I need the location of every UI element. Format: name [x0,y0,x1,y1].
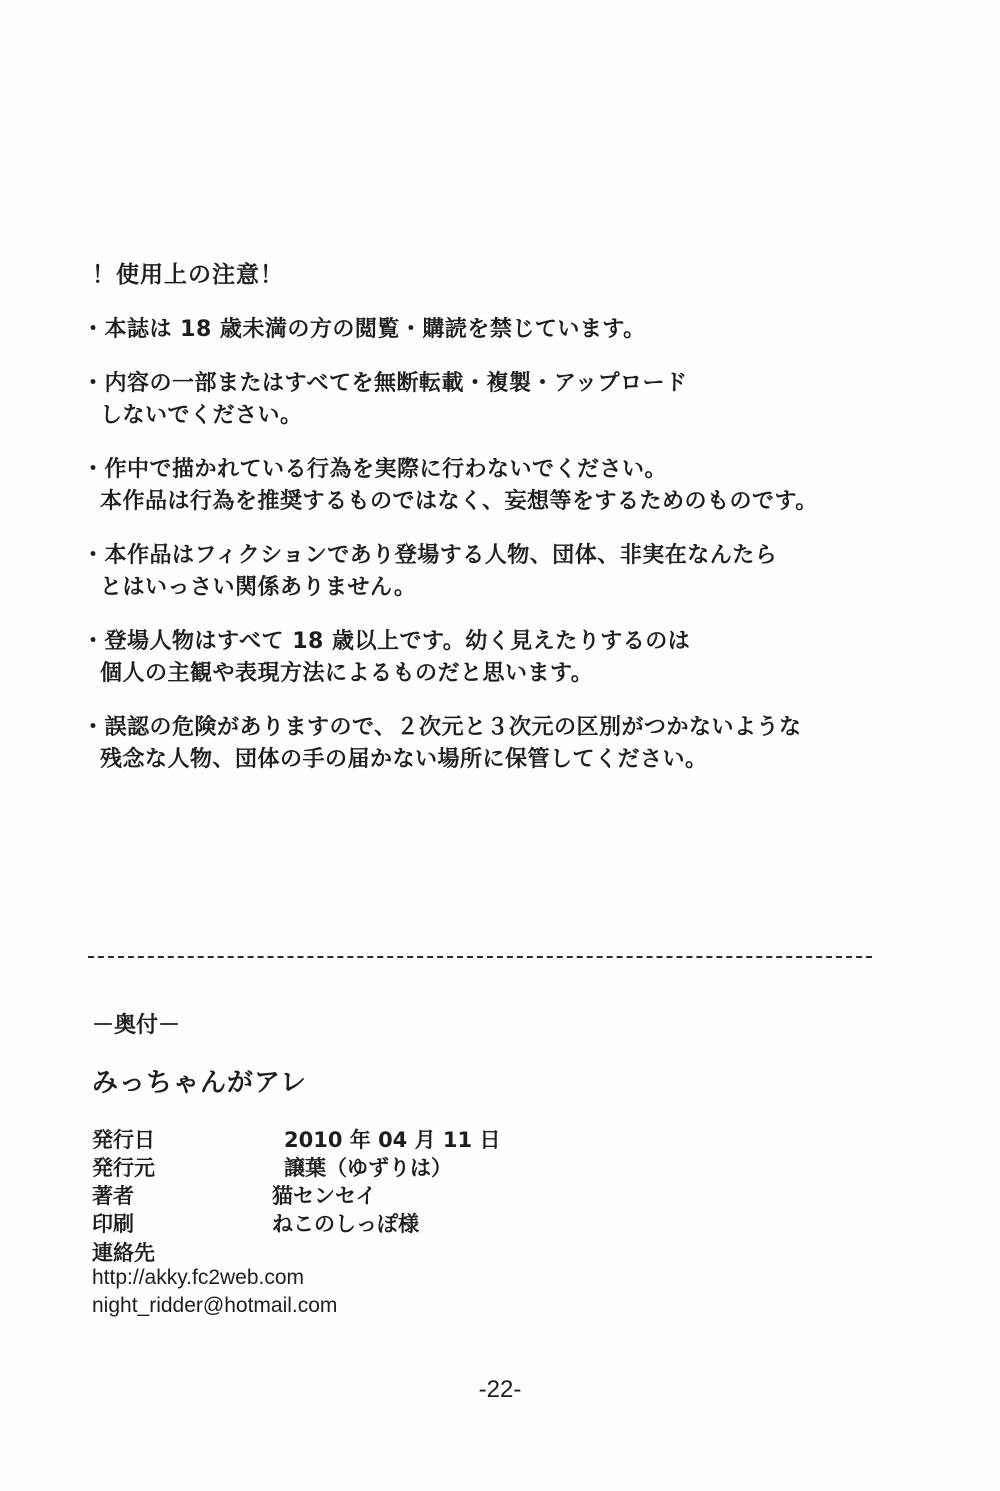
notice-line: ・誤認の危険がありますので、２次元と３次元の区別がつかないような [82,715,802,740]
contact-url: http://akky.fc2web.com [92,1266,305,1289]
colophon-heading: －奥付－ [92,1013,181,1038]
notice-heading: ！使用上の注意！ [92,262,284,288]
notice-line: ・登場人物はすべて 18 歳以上です。幼く見えたりするのは [82,629,691,654]
dashed-divider [88,956,872,958]
info-label: 印刷 [92,1212,134,1236]
info-value: 2010 年 04 月 11 日 [284,1128,501,1152]
notice-line: 残念な人物、団体の手の届かない場所に保管してください。 [100,747,708,772]
notice-line: とはいっさい関係ありません。 [100,575,417,600]
info-value: ねこのしっぽ様 [272,1212,419,1236]
notice-item [82,454,962,518]
info-value: 譲葉（ゆずりは） [284,1156,452,1180]
notice-item [82,712,962,776]
notice-item [82,626,962,690]
notice-line: 本作品は行為を推奨するものではなく、妄想等をするためのものです。 [100,489,818,514]
notice-item [82,314,962,346]
info-row-contact [92,1237,272,1267]
info-row-publish-date [92,1124,500,1154]
notice-line: ・本作品はフィクションであり登場する人物、団体、非実在なんたら [82,543,778,568]
contact-email: night_ridder@hotmail.com [92,1294,338,1317]
notice-item [82,368,962,432]
info-label: 連絡先 [92,1241,155,1265]
info-label: 発行元 [92,1156,155,1180]
notice-item [82,540,962,604]
notice-line: ・作中で描かれている行為を実際に行わないでください。 [82,457,668,482]
info-value: 猫センセイ [272,1184,377,1208]
notice-line: ・本誌は 18 歳未満の方の閲覧・購読を禁じています。 [82,317,646,342]
book-title: みっちゃんがアレ [92,1068,307,1098]
notice-line: 個人の主観や表現方法によるものだと思います。 [100,661,594,686]
notice-line: しないでください。 [100,403,303,428]
notice-line: ・内容の一部またはすべてを無断転載・複製・アップロード [82,371,688,396]
info-label: 著者 [92,1184,134,1208]
info-label: 発行日 [92,1128,155,1152]
info-row-publisher [92,1152,452,1182]
info-row-author [92,1180,376,1210]
page-number: -22- [478,1376,522,1403]
info-row-printer [92,1208,419,1238]
